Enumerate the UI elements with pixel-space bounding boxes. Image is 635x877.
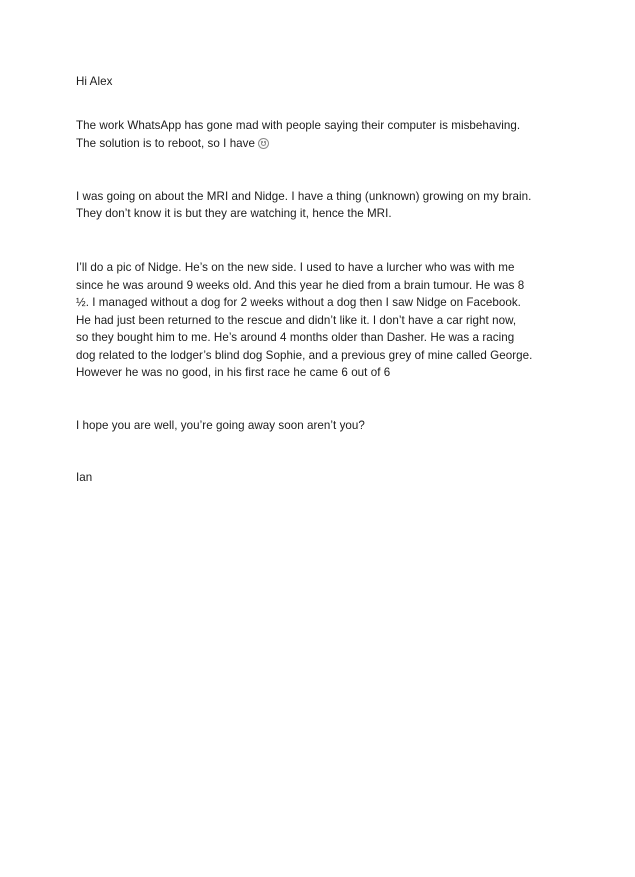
paragraph-line: However he was no good, in his first race he came 6 out of 6 — [76, 366, 391, 379]
paragraph-line: They don’t know it is but they are watching it, hence the MRI. — [76, 207, 392, 220]
paragraph-line — [76, 137, 269, 151]
paragraph-line: I was going on about the MRI and Nidge. I have a thing (unknown) growing on my brain. — [76, 190, 532, 203]
paragraph-line: since he was around 9 weeks old. And this year he died from a brain tumour. He was 8 — [76, 278, 525, 292]
paragraph-line: ½. I managed without a dog for 2 weeks without a dog then I saw Nidge on Facebook. — [76, 296, 521, 309]
paragraph-line: dog related to the lodger’s blind dog Sophie, and a previous grey of mine called George. — [76, 348, 533, 362]
grinning-face-emoji-icon — [258, 138, 269, 149]
paragraph-line-text: The solution is to reboot, so I have — [76, 137, 256, 150]
paragraph-line: The work WhatsApp has gone mad with people saying their computer is misbehaving. — [76, 119, 521, 132]
greeting: Hi Alex — [76, 75, 113, 88]
signature: Ian — [76, 471, 93, 484]
paragraph-line: I hope you are well, you’re going away soon aren’t you? — [76, 419, 365, 432]
paragraph-line: so they bought him to me. He’s around 4 months older than Dasher. He was a racing — [76, 331, 515, 344]
paragraph-line: I’ll do a pic of Nidge. He’s on the new side. I used to have a lurcher who was with me — [76, 261, 515, 274]
paragraph-line: He had just been returned to the rescue and didn’t like it. I don’t have a car right now, — [76, 313, 517, 327]
